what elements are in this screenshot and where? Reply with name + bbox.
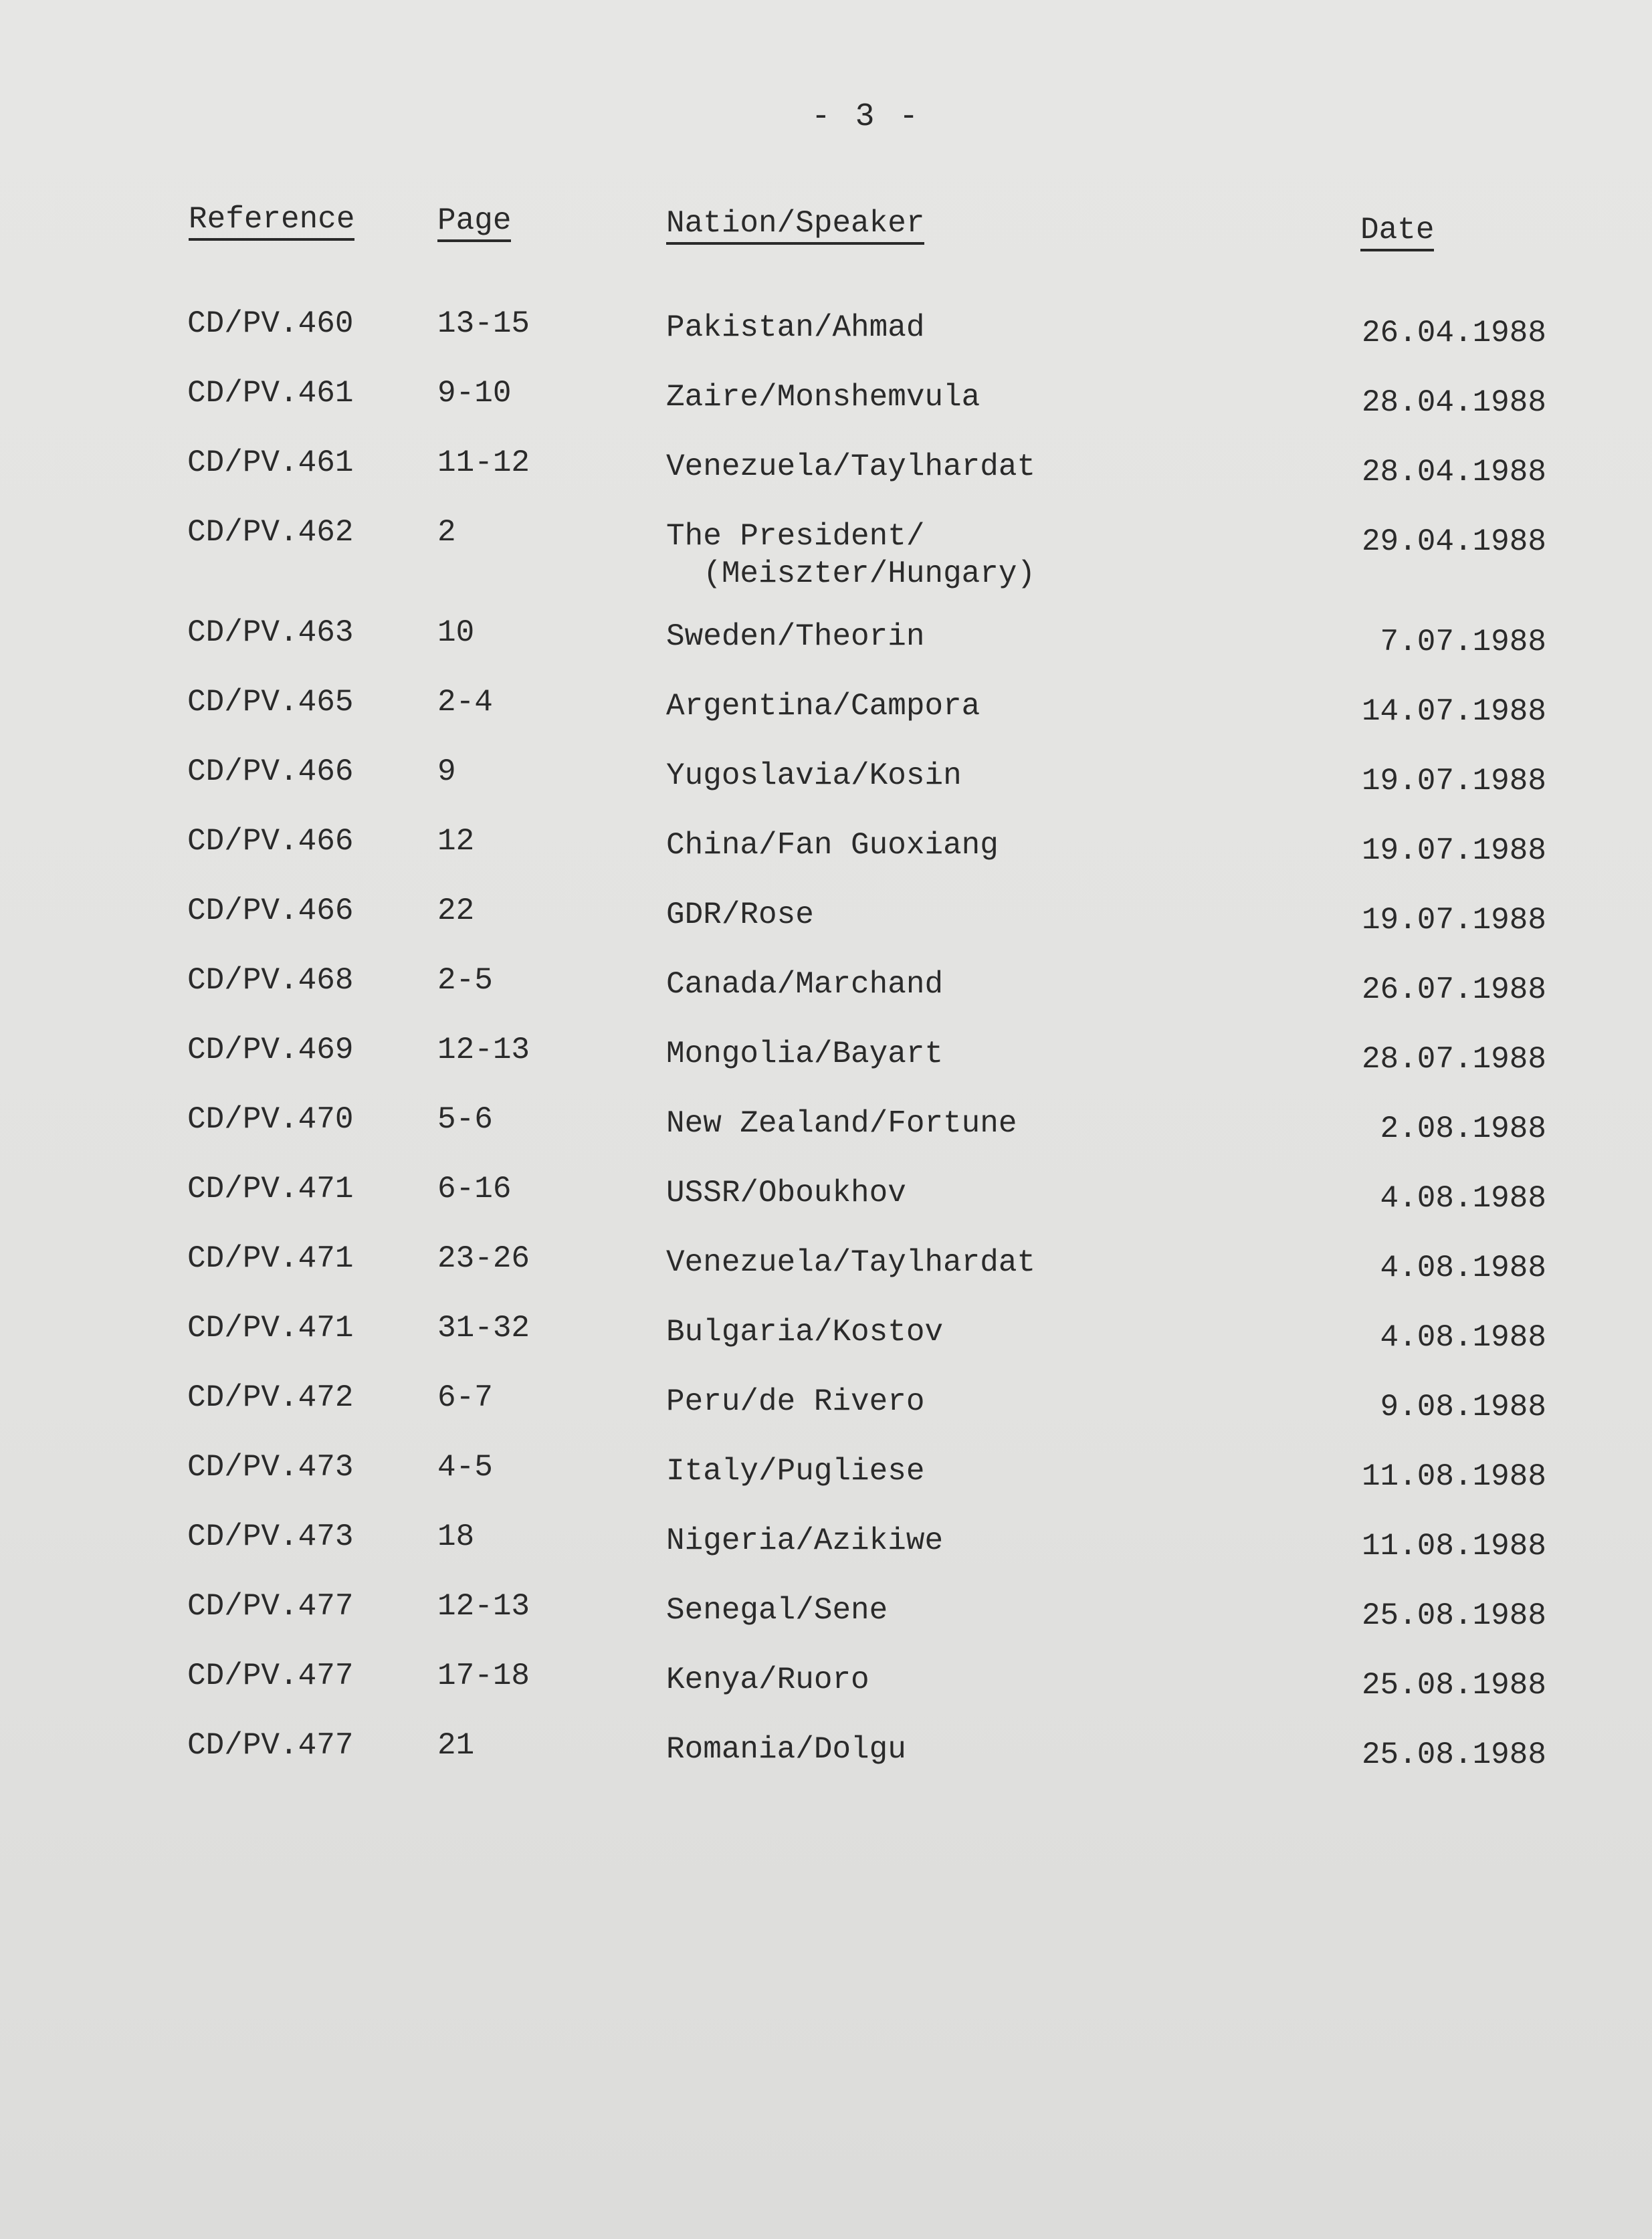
- page-number: - 3 -: [811, 99, 922, 135]
- reference-cell: CD/PV.473: [187, 1519, 354, 1554]
- nation-speaker-cell: Venezuela/Taylhardat: [666, 449, 1036, 484]
- reference-cell: CD/PV.465: [187, 685, 354, 720]
- nation-speaker-cell: Venezuela/Taylhardat: [666, 1245, 1036, 1280]
- table-row: [0, 1588, 1652, 1655]
- nation-speaker-cell: USSR/Oboukhov: [666, 1176, 906, 1210]
- date-cell: 14.07.1988: [1361, 694, 1546, 729]
- date-cell: 4.08.1988: [1380, 1251, 1546, 1285]
- header-date: Date: [1360, 213, 1434, 251]
- table-row: [0, 1727, 1652, 1794]
- date-cell: 11.08.1988: [1361, 1529, 1546, 1564]
- reference-cell: CD/PV.469: [187, 1033, 354, 1067]
- reference-cell: CD/PV.471: [187, 1241, 354, 1276]
- reference-cell: CD/PV.466: [187, 824, 354, 859]
- page-cell: 13-15: [437, 306, 530, 341]
- table-row: [0, 614, 1652, 681]
- table-row: [0, 683, 1652, 750]
- nation-speaker-cell: Zaire/Monshemvula: [666, 380, 980, 415]
- date-cell: 11.08.1988: [1361, 1459, 1546, 1494]
- reference-cell: CD/PV.461: [187, 445, 354, 480]
- table-row: [0, 1309, 1652, 1376]
- date-cell: 28.04.1988: [1361, 455, 1546, 490]
- page-cell: 2: [437, 515, 456, 550]
- reference-cell: CD/PV.470: [187, 1102, 354, 1137]
- nation-speaker-cell: The President/ (Meiszter/Hungary): [666, 519, 1036, 591]
- header-reference: Reference: [189, 202, 354, 241]
- page-cell: 9: [437, 754, 456, 789]
- nation-speaker-cell: Yugoslavia/Kosin: [666, 758, 962, 793]
- table-row: [0, 1379, 1652, 1446]
- table-row: [0, 1518, 1652, 1585]
- table-row: [0, 892, 1652, 959]
- page-cell: 31-32: [437, 1311, 530, 1346]
- nation-speaker-cell: Canada/Marchand: [666, 967, 944, 1002]
- page-cell: 11-12: [437, 445, 530, 480]
- reference-cell: CD/PV.468: [187, 963, 354, 998]
- date-cell: 25.08.1988: [1361, 1737, 1546, 1772]
- page-cell: 17-18: [437, 1659, 530, 1693]
- page-cell: 12: [437, 824, 475, 859]
- page-cell: 6-7: [437, 1380, 493, 1415]
- nation-speaker-cell: Italy/Pugliese: [666, 1454, 925, 1489]
- table-row: [0, 1031, 1652, 1098]
- reference-cell: CD/PV.472: [187, 1380, 354, 1415]
- date-cell: 26.07.1988: [1361, 972, 1546, 1007]
- page-cell: 6-16: [437, 1172, 512, 1206]
- page-cell: 5-6: [437, 1102, 493, 1137]
- date-cell: 2.08.1988: [1380, 1111, 1546, 1146]
- reference-cell: CD/PV.462: [187, 515, 354, 550]
- nation-speaker-cell: Mongolia/Bayart: [666, 1037, 944, 1071]
- table-row: [0, 1449, 1652, 1515]
- reference-cell: CD/PV.466: [187, 754, 354, 789]
- page-cell: 22: [437, 893, 475, 928]
- page-cell: 4-5: [437, 1450, 493, 1485]
- nation-speaker-cell: Kenya/Ruoro: [666, 1663, 869, 1697]
- nation-speaker-cell: Pakistan/Ahmad: [666, 310, 925, 345]
- header-page: Page: [437, 203, 511, 242]
- nation-speaker-cell: Peru/de Rivero: [666, 1384, 925, 1419]
- table-row: [0, 753, 1652, 820]
- nation-speaker-cell: Argentina/Campora: [666, 689, 980, 724]
- nation-speaker-cell: Sweden/Theorin: [666, 619, 925, 654]
- table-row: [0, 514, 1652, 591]
- reference-cell: CD/PV.477: [187, 1659, 354, 1693]
- header-nation-speaker: Nation/Speaker: [666, 206, 924, 245]
- date-cell: 4.08.1988: [1380, 1181, 1546, 1216]
- nation-speaker-cell: GDR/Rose: [666, 897, 814, 932]
- table-row: [0, 305, 1652, 372]
- nation-speaker-cell: New Zealand/Fortune: [666, 1106, 1017, 1141]
- date-cell: 19.07.1988: [1361, 833, 1546, 868]
- reference-cell: CD/PV.471: [187, 1172, 354, 1206]
- page-cell: 9-10: [437, 376, 512, 411]
- date-cell: 28.04.1988: [1361, 385, 1546, 420]
- reference-cell: CD/PV.473: [187, 1450, 354, 1485]
- table-row: [0, 823, 1652, 889]
- reference-cell: CD/PV.460: [187, 306, 354, 341]
- date-cell: 28.07.1988: [1361, 1042, 1546, 1077]
- table-row: [0, 962, 1652, 1029]
- date-cell: 19.07.1988: [1361, 764, 1546, 798]
- page-cell: 2-5: [437, 963, 493, 998]
- table-row: [0, 1101, 1652, 1168]
- reference-cell: CD/PV.461: [187, 376, 354, 411]
- reference-cell: CD/PV.471: [187, 1311, 354, 1346]
- page-cell: 23-26: [437, 1241, 530, 1276]
- table-row: [0, 1170, 1652, 1237]
- page-cell: 12-13: [437, 1589, 530, 1624]
- reference-cell: CD/PV.466: [187, 893, 354, 928]
- date-cell: 9.08.1988: [1380, 1390, 1546, 1424]
- table-row: [0, 444, 1652, 511]
- table-row: [0, 1657, 1652, 1724]
- page-cell: 2-4: [437, 685, 493, 720]
- date-cell: 19.07.1988: [1361, 903, 1546, 938]
- table-row: [0, 1240, 1652, 1307]
- nation-speaker-cell: Senegal/Sene: [666, 1593, 888, 1628]
- date-cell: 29.04.1988: [1361, 524, 1546, 559]
- page-cell: 12-13: [437, 1033, 530, 1067]
- page-cell: 21: [437, 1728, 475, 1763]
- reference-cell: CD/PV.463: [187, 615, 354, 650]
- page-cell: 10: [437, 615, 475, 650]
- table-row: [0, 375, 1652, 441]
- date-cell: 7.07.1988: [1380, 625, 1546, 659]
- date-cell: 4.08.1988: [1380, 1320, 1546, 1355]
- date-cell: 25.08.1988: [1361, 1598, 1546, 1633]
- reference-cell: CD/PV.477: [187, 1589, 354, 1624]
- nation-speaker-cell: Romania/Dolgu: [666, 1732, 906, 1767]
- page-cell: 18: [437, 1519, 475, 1554]
- nation-speaker-cell: China/Fan Guoxiang: [666, 828, 999, 863]
- date-cell: 26.04.1988: [1361, 316, 1546, 350]
- reference-cell: CD/PV.477: [187, 1728, 354, 1763]
- nation-speaker-cell: Nigeria/Azikiwe: [666, 1523, 944, 1558]
- nation-speaker-cell: Bulgaria/Kostov: [666, 1315, 944, 1350]
- date-cell: 25.08.1988: [1361, 1668, 1546, 1703]
